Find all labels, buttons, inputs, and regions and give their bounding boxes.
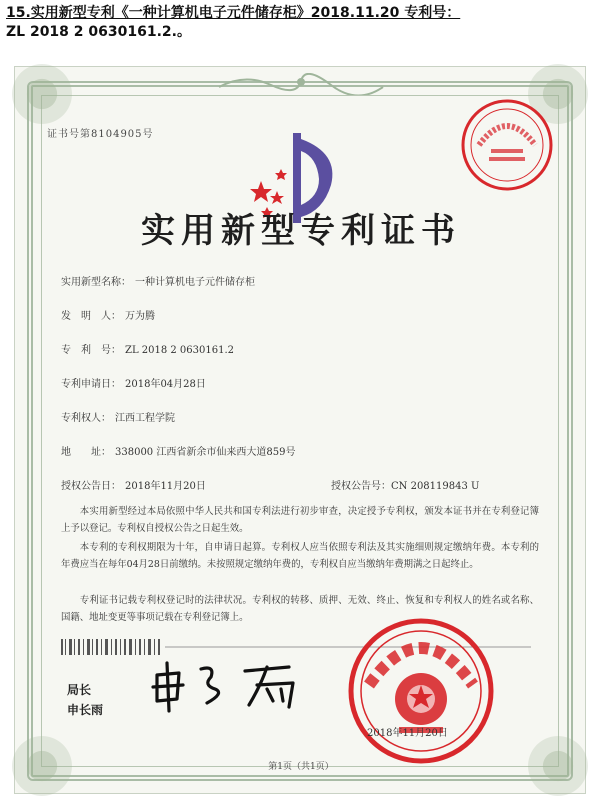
field-value: 338000 江西省新余市仙来西大道859号 <box>115 447 296 458</box>
caption-line-1: 15.实用新型专利《一种计算机电子元件储存柜》2018.11.20 专利号： <box>6 5 461 21</box>
field-value: 2018年11月20日 <box>125 481 206 492</box>
field-label: 专利申请日： <box>61 379 121 390</box>
field-value: 一种计算机电子元件储存柜 <box>135 277 255 288</box>
caption-line-2: ZL 2018 2 0630161.2.。 <box>6 24 191 40</box>
field-label: 专利权人： <box>61 413 111 424</box>
field-inventor <box>61 307 155 322</box>
field-utility-model-name <box>61 273 255 288</box>
field-value: 江西工程学院 <box>115 413 175 424</box>
field-value: 万为腾 <box>125 311 155 322</box>
body-paragraph: 专利证书记载专利权登记时的法律状况。专利权的转移、质押、无效、终止、恢复和专利权人的姓名或名称、国籍、地址变更等事项记载在专利登记簿上。 <box>61 595 539 623</box>
top-right-red-seal-icon <box>459 97 555 193</box>
corner-ornament-icon <box>7 59 77 129</box>
certificate-number: 证书号第8104905号 <box>47 129 154 140</box>
field-address <box>61 443 295 458</box>
page-caption <box>6 4 594 42</box>
field-filing-date <box>61 375 206 390</box>
field-value: 2018年04月28日 <box>125 379 206 390</box>
field-label: 专 利 号： <box>61 345 121 356</box>
field-label: 授权公告日： <box>61 481 121 492</box>
field-label: 实用新型名称： <box>61 277 131 288</box>
field-value: ZL 2018 2 0630161.2 <box>125 345 235 356</box>
field-grant-date <box>61 477 206 492</box>
director-signature-icon <box>149 655 309 715</box>
director-label: 局长 <box>67 683 92 697</box>
body-paragraph: 本专利的专利权期限为十年，自申请日起算。专利权人应当依照专利法及其实施细则规定缴纳年费。本专利的年费应当在每年04月28日前缴纳。未按照规定缴纳年费的，专利权自应当缴纳年费期满之日起终止。 <box>61 542 539 570</box>
seal-date: 2018年11月20日 <box>367 728 448 739</box>
field-patent-number <box>61 341 234 356</box>
field-label: 地 址： <box>61 447 111 458</box>
director-name-label: 申长雨 <box>67 703 104 717</box>
body-paragraph: 本实用新型经过本局依照中华人民共和国专利法进行初步审查，决定授予专利权，颁发本证书并在专利登记簿上予以登记。专利权自授权公告之日起生效。 <box>61 506 539 534</box>
certificate-title: 实用新型专利证书 <box>141 211 461 251</box>
patent-certificate <box>14 66 586 794</box>
state-intellectual-property-office-seal-icon <box>345 615 497 767</box>
top-flourish-icon <box>215 73 387 95</box>
field-grant-number <box>331 477 479 492</box>
field-label: 发 明 人： <box>61 311 121 322</box>
field-patent-holder <box>61 409 175 424</box>
page-number: 第1页（共1页） <box>268 762 334 772</box>
field-label: 授权公告号： <box>331 481 391 492</box>
field-value: CN 208119843 U <box>391 481 480 492</box>
